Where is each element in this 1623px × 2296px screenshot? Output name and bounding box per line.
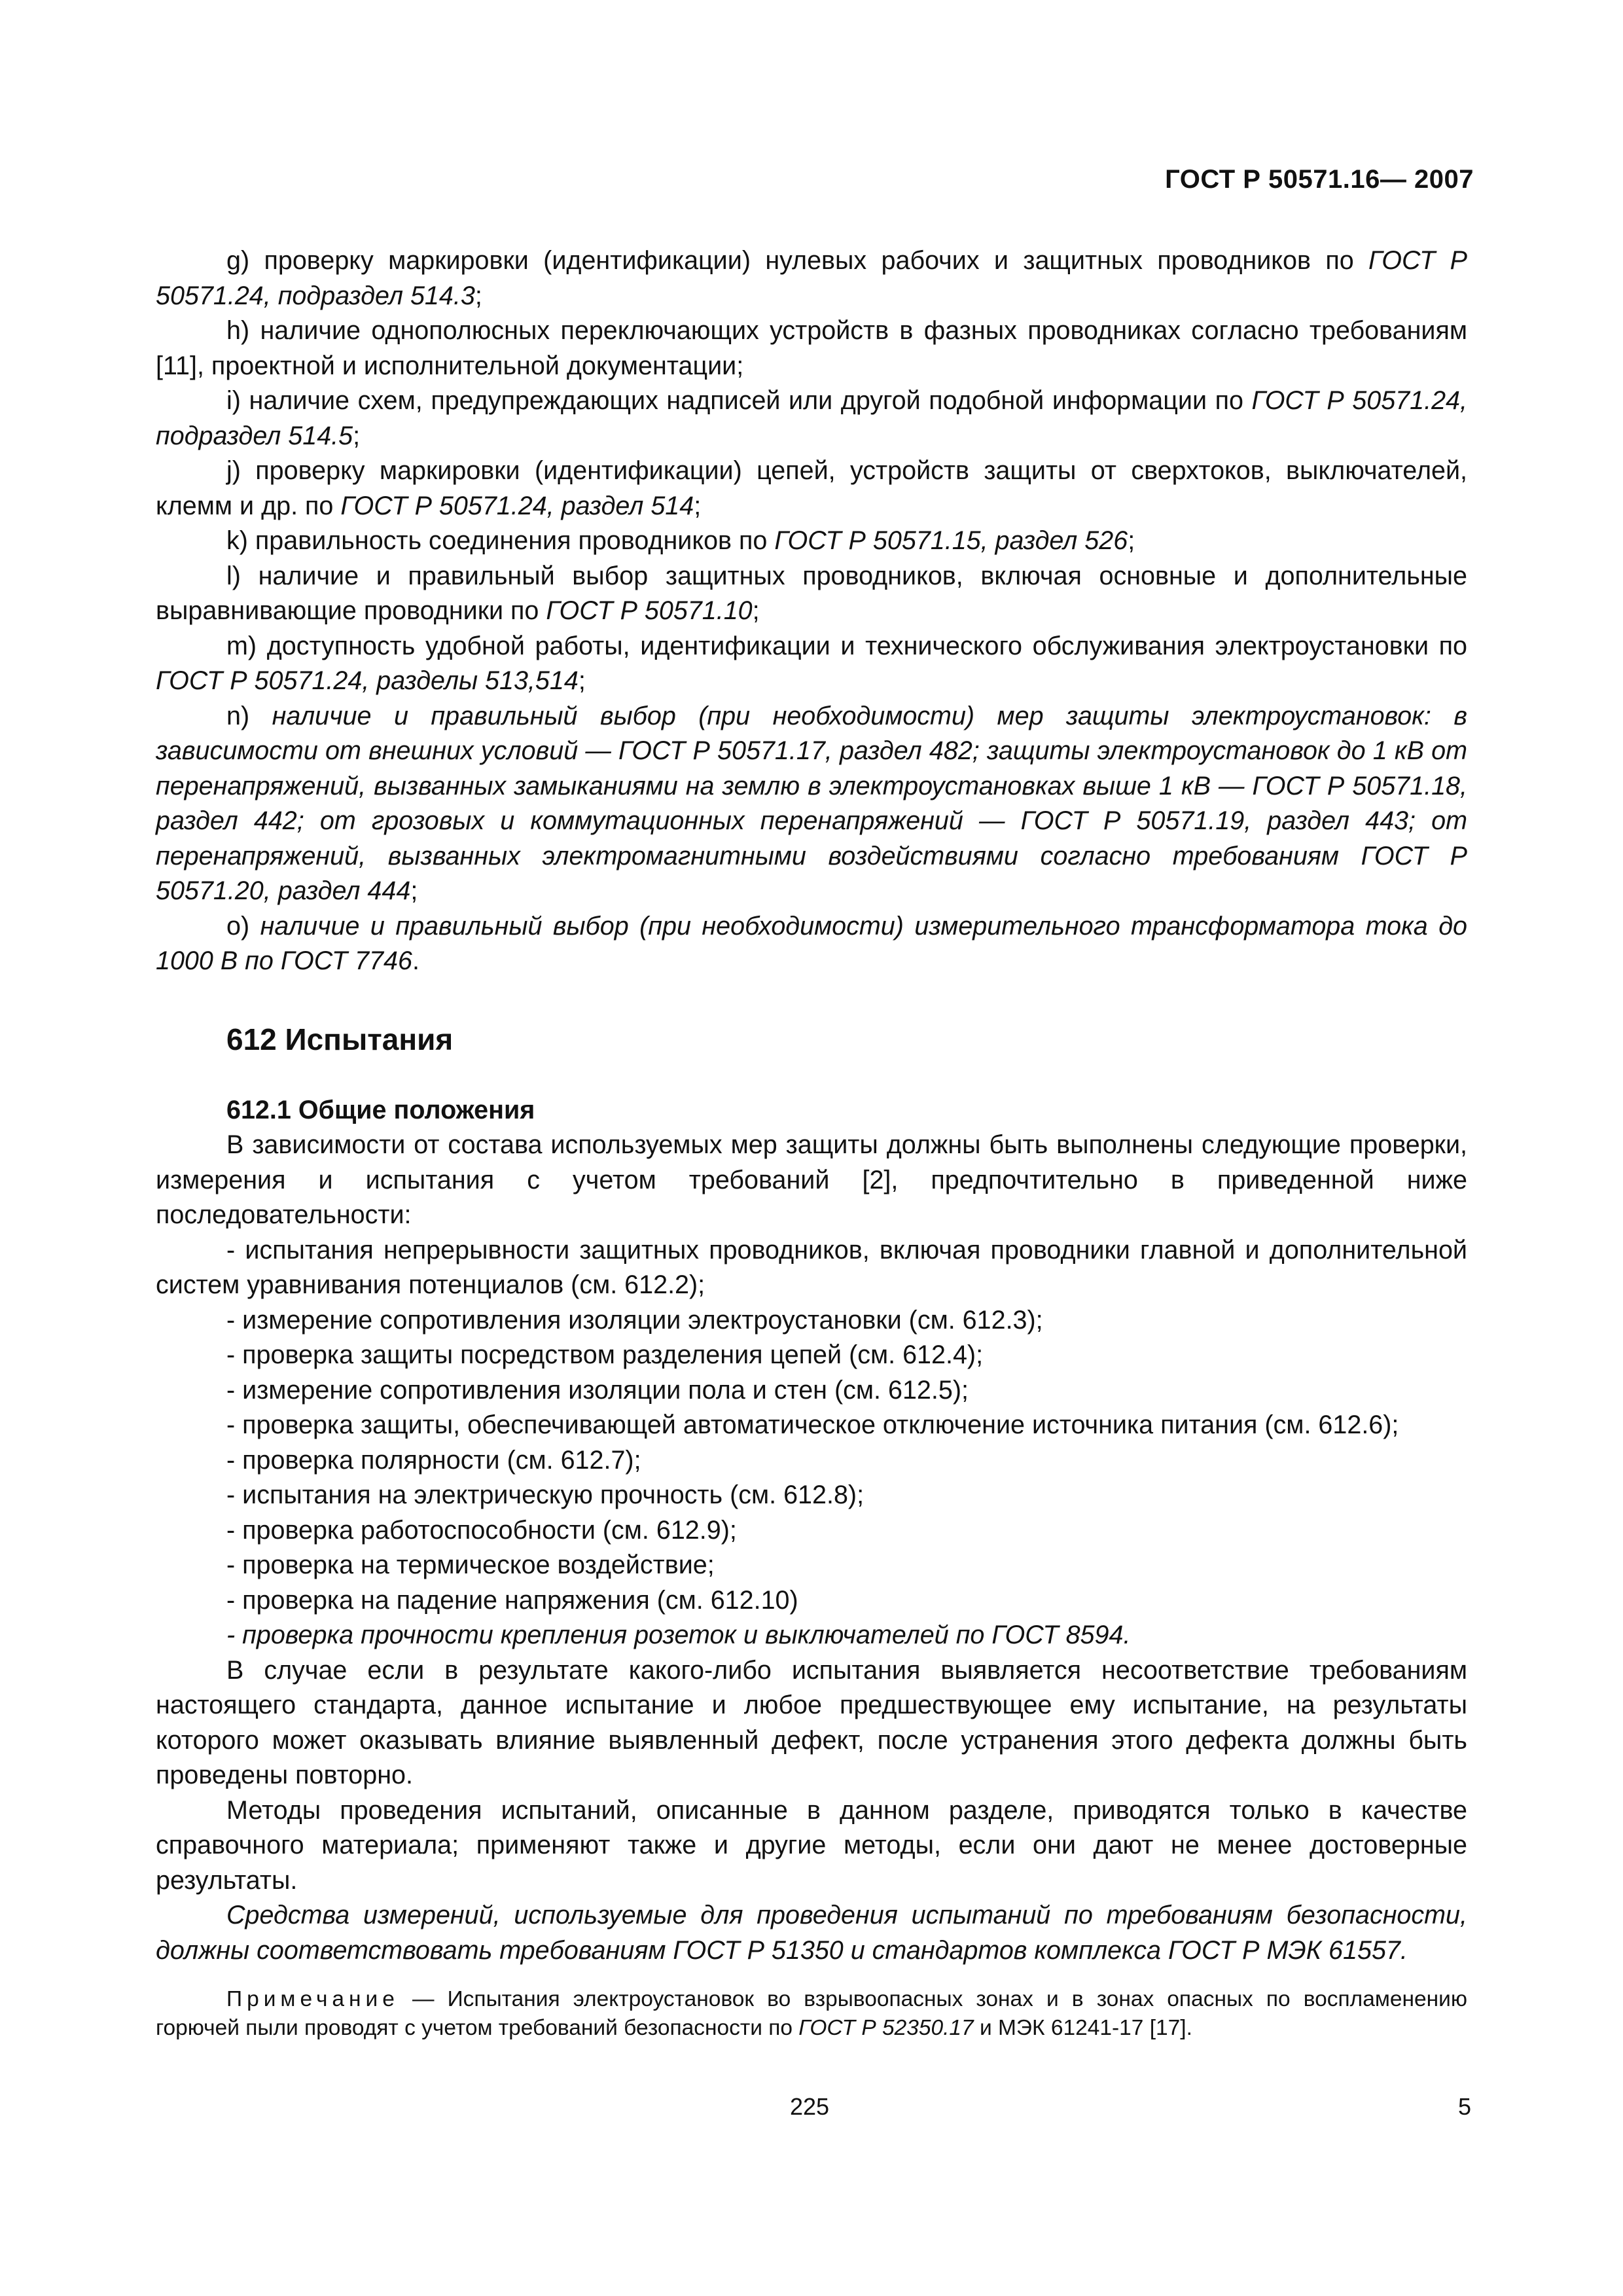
check-item: - проверка защиты посредством разделения цепей (см. 612.4); <box>226 1340 984 1369</box>
measurement-means-paragraph: Средства измерений, используемые для проведения испытаний по требованиям безопасности, должны соответствовать требованиям ГОСТ Р 51350 и стандартов комплекса ГОСТ Р МЭК 61557. <box>156 1901 1467 1965</box>
check-item: - проверка на термическое воздействие; <box>226 1551 715 1579</box>
list-item: i) наличие схем, предупреждающих надписей или другой подобной информации по ГОСТ Р 50571.24, подраздел 514.5; <box>156 386 1467 450</box>
note-reference: ГОСТ Р 52350.17 <box>798 2016 974 2040</box>
note-label: Примечание <box>226 1987 399 2011</box>
check-item: - испытания на электрическую прочность (см. 612.8); <box>226 1480 865 1509</box>
subsection-heading: 612.1 Общие положения <box>226 1095 535 1124</box>
page-number-local: 5 <box>1457 2093 1471 2120</box>
page-number-total: 225 <box>790 2093 830 2120</box>
list-item: l) наличие и правильный выбор защитных проводников, включая основные и дополнительные выравнивающие проводники по ГОСТ Р 50571.10; <box>156 561 1467 625</box>
check-item: - проверка полярности (см. 612.7); <box>226 1445 641 1475</box>
section-heading: 612 Испытания <box>226 1022 454 1056</box>
check-item: - измерение сопротивления изоляции пола и стен (см. 612.5); <box>226 1375 969 1405</box>
defect-paragraph: В случае если в результате какого-либо испытания выявляется несоответствие требованиям настоящего стандарта, данное испытание и любое предшествующее ему испытание, на результаты которого может оказывать влияние выявленный дефект, после устранения этого дефекта должны быть проведены повторно. <box>156 1655 1467 1789</box>
document-header: ГОСТ Р 50571.16— 2007 <box>1165 165 1474 194</box>
check-item: - проверка на падение напряжения (см. 612.10) <box>226 1585 798 1615</box>
checks-list <box>156 1233 1467 1653</box>
list-item: o) наличие и правильный выбор (при необходимости) измерительного трансформатора тока до 1000 В по ГОСТ 7746. <box>156 911 1467 975</box>
list-item: n) наличие и правильный выбор (при необходимости) мер защиты электроустановок: в зависимости от внешних условий — ГОСТ Р 50571.17, раздел 482; защиты электроустановок до 1 кВ от перенапряжений, вызванных замыканиями на землю в электроустановках выше 1 кВ — ГОСТ Р 50571.18, раздел 442; от грозовых и коммутационных перенапряжений — ГОСТ Р 50571.19, раздел 443; от перенапряжений, вызванных электромагнитными воздействиями согласно требованиям ГОСТ Р 50571.20, раздел 444; <box>156 701 1467 905</box>
list-item: j) проверку маркировки (идентификации) цепей, устройств защиты от сверхтоков, выключателей, клемм и др. по ГОСТ Р 50571.24, раздел 514; <box>156 456 1467 520</box>
intro-paragraph: В зависимости от состава используемых мер защиты должны быть выполнены следующие проверки, измерения и испытания с учетом требований [2], предпочтительно в приведенной ниже последовательности: <box>156 1130 1467 1229</box>
document-body <box>156 243 1467 2043</box>
check-item-italic: - проверка прочности крепления розеток и выключателей по ГОСТ 8594. <box>226 1621 1131 1649</box>
list-item: m) доступность удобной работы, идентификации и технического обслуживания электроустановки по ГОСТ Р 50571.24, разделы 513,514; <box>156 631 1467 695</box>
note-text: — Испытания электроустановок во взрывоопасных зонах и в зонах опасных по воспламенению горючей пыли проводят с учетом требований безопасности по <box>156 1987 1467 2040</box>
check-item: - проверка работоспособности (см. 612.9); <box>226 1515 737 1545</box>
list-item: g) проверку маркировки (идентификации) нулевых рабочих и защитных проводников по ГОСТ Р 50571.24, подраздел 514.3; <box>156 246 1467 310</box>
methods-paragraph: Методы проведения испытаний, описанные в данном разделе, приводятся только в качестве справочного материала; применяют также и другие методы, если они дают не менее достоверные результаты. <box>156 1795 1467 1895</box>
check-item: - испытания непрерывности защитных проводников, включая проводники главной и дополнительной систем уравнивания потенциалов (см. 612.2); <box>156 1235 1467 1299</box>
list-item: k) правильность соединения проводников по ГОСТ Р 50571.15, раздел 526; <box>226 526 1135 555</box>
list-item: h) наличие однополюсных переключающих устройств в фазных проводниках согласно требованиям [11], проектной и исполнительной документации; <box>156 316 1467 380</box>
check-item: - измерение сопротивления изоляции электроустановки (см. 612.3); <box>226 1305 1043 1335</box>
note-text-end: и МЭК 61241-17 [17]. <box>973 2016 1192 2040</box>
requirements-list <box>156 243 1467 979</box>
check-item: - проверка защиты, обеспечивающей автоматическое отключение источника питания (см. 612.6); <box>226 1410 1399 1439</box>
note <box>156 1985 1467 2043</box>
